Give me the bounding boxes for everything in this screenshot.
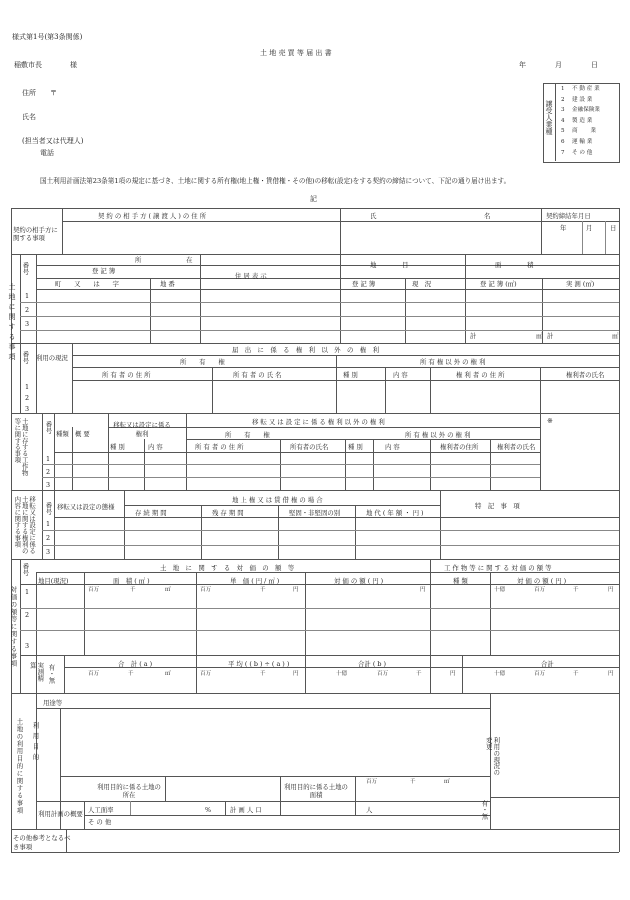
s2-tokibo2: 登 記 簿 <box>352 280 376 288</box>
s6-label: 土地の利用目的に関する事項 <box>15 718 24 815</box>
row-number: 1 <box>25 588 30 596</box>
s3-shubetsu: 種 別 <box>110 443 125 451</box>
grid-line <box>11 413 619 414</box>
s2-m2-2: ㎡ <box>612 332 619 340</box>
s5-label: 対価の額等に関する事項 <box>9 586 18 668</box>
unit-hyakuman: 百万 <box>88 587 100 593</box>
s6-umu: 有・無 <box>480 800 489 820</box>
row-number: 2 <box>25 611 30 619</box>
s6-sen: 千 <box>410 779 416 785</box>
grid-line <box>11 693 619 694</box>
s6-riyo-mokuteki: 利用目的 <box>31 722 40 764</box>
phone-label: 電話 <box>40 149 54 157</box>
s4-kenko: 堅固・非堅固の別 <box>289 509 341 517</box>
s2-bango-b: 番号 <box>21 351 30 364</box>
grid-line <box>20 330 619 331</box>
row-number: 3 <box>25 405 30 413</box>
address-label: 住所 <box>22 89 36 97</box>
business-item-number: 2 <box>561 96 565 103</box>
s3-kenrisha-shimei: 権利者の氏名 <box>497 443 536 451</box>
s5-heikin: 平 均 ( ( b ) ÷ ( a ) ) <box>228 660 290 668</box>
s3-igai: 所 有 権 以 外 の 権 利 <box>405 431 471 439</box>
s2-tokibo: 登 記 簿 <box>92 267 116 275</box>
grid-line <box>462 655 463 693</box>
s2-jukyo: 住 居 表 示 <box>235 272 267 280</box>
s6-yoto: 用途等 <box>43 699 63 707</box>
grid-line <box>11 343 619 344</box>
s2-tokibo-m2: 登 記 簿 (㎡) <box>480 280 517 288</box>
s3-shurui: 種類 <box>56 430 69 438</box>
date-year-label: 年 <box>519 61 526 69</box>
s5-bango: 番号 <box>21 563 30 576</box>
s2-chiban: 地 番 <box>160 280 175 288</box>
s4-zanzon: 残 存 期 間 <box>212 509 244 517</box>
s3-iten-igai: 移 転 又 は 設 定 に 係 る 権 利 以 外 の 権 利 <box>252 418 385 426</box>
grid-line <box>385 367 386 413</box>
unit-en: 円 <box>420 587 426 593</box>
grid-line <box>305 572 306 655</box>
s5-taika: 対 価 の 額 ( 円 ) <box>334 577 384 585</box>
unit-m2: ㎡ <box>165 587 171 593</box>
s3-label: 土地に存する工作物等に関する事項 <box>13 418 29 476</box>
s2-shoyusha-jusho: 所 有 者 の 住 所 <box>102 371 151 379</box>
grid-line <box>20 316 619 317</box>
grid-line <box>582 221 583 254</box>
grid-line <box>20 559 21 693</box>
row-number: 3 <box>25 320 30 328</box>
unit-hyakuman: 百万 <box>377 671 389 677</box>
grid-line <box>42 545 619 546</box>
s2-m2-1: ㎡ <box>536 332 543 340</box>
business-item-number: 3 <box>561 107 565 114</box>
s2-riyo: 利用の現況 <box>36 354 68 362</box>
unit-en: 円 <box>450 671 456 677</box>
s6-nin: 人 <box>366 806 373 814</box>
s3-kenrisha-jusho: 権利者の住所 <box>440 443 479 451</box>
row-number: 2 <box>25 394 30 402</box>
s2-label: 土地に関する事項 <box>8 283 16 363</box>
grid-line <box>440 490 441 559</box>
s2-kei-1: 計 <box>470 332 477 340</box>
grid-line <box>42 464 540 465</box>
s2-machi: 町 又 は 字 <box>55 280 119 288</box>
row-number: 2 <box>46 468 51 476</box>
s4-bango: 番号 <box>44 502 53 515</box>
business-item-number: 1 <box>561 86 565 92</box>
form-number: 様式第1号(第3条関係) <box>12 33 83 41</box>
s2-igai: 所 有 権 以 外 の 権 利 <box>420 358 486 366</box>
s1-address-header: 契 約 の 相 手 方 ( 譲 渡 人 ) の 住 所 <box>98 212 207 220</box>
grid-line <box>20 254 21 413</box>
grid-line <box>42 530 619 531</box>
business-item-number: 6 <box>561 139 565 145</box>
grid-line <box>540 367 541 413</box>
s3-naiyo-b: 内 容 <box>385 443 400 451</box>
s5-chimoku: 地目(現況) <box>38 577 69 585</box>
grid-line <box>280 801 281 815</box>
grid-line <box>165 776 166 801</box>
grid-line <box>430 367 431 413</box>
s5-kosakubutsu-taika: 工 作 物 等 に 関 す る 対 価 の 額 等 <box>444 564 552 572</box>
grid-line <box>430 655 431 693</box>
date-day-label: 日 <box>591 61 598 69</box>
business-item-number: 5 <box>561 128 565 135</box>
s3-shoyusha-shimei: 所有者の氏名 <box>290 443 329 451</box>
grid-line <box>36 708 490 709</box>
s1-shi: 氏 <box>370 212 377 220</box>
grid-line <box>124 490 125 559</box>
unit-juoku: 十億 <box>494 587 506 593</box>
s5-gokei-a: 合 計 ( a ) <box>118 660 153 668</box>
unit-juoku: 十億 <box>494 671 506 677</box>
s3-gaiyo: 概 要 <box>75 430 90 438</box>
ki-mark: 記 <box>310 195 317 203</box>
grid-line <box>430 559 431 655</box>
s3-naiyo: 内 容 <box>148 443 163 451</box>
grid-line <box>11 829 619 830</box>
grid-line <box>124 505 440 506</box>
unit-sen: 千 <box>128 671 134 677</box>
grid-line <box>60 776 490 777</box>
s3-kome: ※ <box>547 417 553 425</box>
unit-hyakuman: 百万 <box>534 671 546 677</box>
unit-sen: 千 <box>573 671 579 677</box>
grid-line <box>72 343 73 413</box>
business-item-label: 不 動 産 業 <box>572 86 600 92</box>
grid-line <box>36 801 490 802</box>
grid-line <box>54 517 619 518</box>
grid-line <box>490 572 491 655</box>
grid-line <box>20 630 619 631</box>
s4-chijo: 地 上 権 又 は 賃 借 権 の 場 合 <box>232 496 323 504</box>
s2-shubetsu: 種 別 <box>343 371 358 379</box>
grid-line <box>355 505 356 559</box>
business-item-label: そ の 他 <box>572 149 593 156</box>
date-month-label: 月 <box>555 61 562 69</box>
row-number: 1 <box>46 520 51 528</box>
s6-m2: ㎡ <box>444 779 450 785</box>
grid-line <box>130 801 131 815</box>
s4-chidai: 地 代 ( 年 額 ・ 円 ) <box>366 509 424 517</box>
unit-en: 円 <box>608 587 614 593</box>
grid-line <box>305 655 306 693</box>
row-number: 1 <box>25 292 30 300</box>
s4-tokki: 特 記 事 項 <box>475 502 520 510</box>
grid-line <box>340 278 619 279</box>
grid-line <box>72 427 73 490</box>
grid-line <box>336 355 337 413</box>
s6-keikaku-jinko: 計 画 人 口 <box>230 806 262 814</box>
s4-yoshiki: 移転又は設定の態様 <box>57 503 115 511</box>
s1-date-header: 契約締結年月日 <box>546 212 591 220</box>
grid-line <box>340 208 341 254</box>
grid-line <box>619 208 620 852</box>
s2-kenrisha-jusho: 権 利 者 の 住 所 <box>456 371 505 379</box>
unit-en: 円 <box>293 587 299 593</box>
grid-line <box>20 608 619 609</box>
unit-sen: 千 <box>573 587 579 593</box>
unit-hyakuman: 百万 <box>200 671 212 677</box>
grid-line <box>84 801 85 829</box>
grid-line <box>11 254 619 255</box>
grid-line <box>72 380 619 381</box>
addressee: 稲敷市長 様 <box>14 61 77 69</box>
s2-menseki: 面 積 <box>495 261 534 269</box>
s2-kenrisha-shimei: 権利者の氏名 <box>566 371 605 379</box>
s1-label: 契約の相手方に関する事項 <box>13 226 58 242</box>
business-item-label: 金融保険業 <box>572 107 600 114</box>
s5-taika2: 対 価 の 額 ( 円 ) <box>517 577 567 585</box>
s5-jissoku: 実測精算 <box>28 662 45 682</box>
agent-label: (担当者又は代理人) <box>22 137 84 145</box>
s2-chimoku: 地 目 <box>370 261 409 269</box>
s5-umu: 有・無 <box>47 664 56 684</box>
grid-line <box>186 439 540 440</box>
business-type-heading: 譲受人業種 <box>545 100 553 135</box>
unit-sen: 千 <box>416 671 422 677</box>
s3-iten-kenri: 移転又は設定に係る権利 <box>113 421 171 438</box>
grid-line <box>20 302 619 303</box>
s3-shoyuken: 所 有 権 <box>225 431 270 439</box>
grid-line <box>405 278 406 343</box>
s3-bango: 番号 <box>44 421 53 434</box>
unit-en: 円 <box>293 671 299 677</box>
s5-gokei: 合計 <box>541 660 554 668</box>
unit-hyakuman: 百万 <box>534 587 546 593</box>
grid-line <box>196 572 197 655</box>
form-title: 土 地 売 買 等 届 出 書 <box>260 49 332 57</box>
grid-line <box>355 801 356 815</box>
s1-nen: 年 <box>560 224 567 232</box>
grid-line <box>42 413 43 490</box>
s6-sonota: そ の 他 <box>88 818 112 826</box>
grid-line <box>36 289 619 290</box>
grid-line <box>541 208 542 254</box>
grid-line <box>11 559 619 560</box>
unit-hyakuman: 百万 <box>88 671 100 677</box>
business-item-label: 商 業 <box>572 128 597 135</box>
grid-line <box>11 852 619 853</box>
grid-line <box>212 367 213 413</box>
grid-line <box>196 655 197 693</box>
unit-sen: 千 <box>260 587 266 593</box>
name-label: 氏名 <box>22 113 36 121</box>
s2-bango: 番号 <box>21 262 30 275</box>
s5-tanka: 単 価 ( 円 / ㎡ ) <box>230 577 280 585</box>
grid-line <box>11 490 619 491</box>
s6-riyo-shozai: 利用目的に係る土地の所在 <box>97 783 161 800</box>
s5-tochi-taika: 土 地 に 関 す る 対 価 の 額 等 <box>160 564 295 572</box>
s2-shoyuken: 所 有 権 <box>180 358 225 366</box>
grid-line <box>72 367 619 368</box>
grid-line <box>605 221 606 254</box>
row-number: 3 <box>25 642 30 650</box>
grid-line <box>355 776 356 801</box>
grid-line <box>62 208 63 254</box>
unit-sen: 千 <box>260 671 266 677</box>
s2-naiyo: 内 容 <box>393 371 408 379</box>
row-number: 1 <box>46 455 51 463</box>
unit-sen: 千 <box>130 587 136 593</box>
s4-sonzoku: 存 続 期 間 <box>135 509 167 517</box>
s2-jissoku-m2: 実 測 (㎡) <box>566 280 595 288</box>
grid-line <box>108 427 540 428</box>
row-number: 2 <box>46 534 51 542</box>
business-item-number: 4 <box>561 117 565 124</box>
grid-line <box>278 505 279 559</box>
grid-line <box>54 452 540 453</box>
grid-line <box>225 801 226 815</box>
s2-shozai: 所 在 <box>135 256 193 264</box>
grid-line <box>54 490 55 559</box>
s6-keikaku: 利用計画の概要 <box>38 810 83 818</box>
grid-line <box>150 278 151 343</box>
postal-mark: 〒 <box>50 89 57 97</box>
unit-en: 円 <box>608 671 614 677</box>
grid-line <box>20 655 619 656</box>
business-item-label: 運 輸 業 <box>572 139 593 145</box>
s1-hi: 日 <box>610 224 617 232</box>
statement: 国土利用計画法第23条第1項の規定に基づき、土地に関する所有権(地上権・賃借権・その他)の移転(設定)をする契約の締結について、下記の通り届け出ます。 <box>40 177 511 185</box>
s6-percent: % <box>205 806 212 814</box>
s3-shubetsu-b: 種 別 <box>348 443 363 451</box>
business-item-label: 製 造 業 <box>572 117 593 124</box>
row-number: 3 <box>46 481 51 489</box>
grid-line <box>201 505 202 559</box>
s1-mei: 名 <box>484 212 491 220</box>
grid-line <box>64 655 65 693</box>
s1-tsuki: 月 <box>586 224 593 232</box>
s7-label: その他参考となるべき事項 <box>13 834 71 851</box>
grid-line <box>84 572 85 655</box>
s6-jinko-mensekiritsu: 人工面率 <box>88 806 114 814</box>
s2-genkyo: 現 況 <box>412 280 432 288</box>
s3-shoyusha-jusho: 所 有 者 の 住 所 <box>195 443 244 451</box>
grid-line <box>11 208 619 209</box>
grid-line <box>84 815 490 816</box>
s5-shurui: 種 類 <box>453 577 468 585</box>
unit-hyakuman: 百万 <box>200 587 212 593</box>
s5-gokei-b: 合計 ( b ) <box>358 660 386 668</box>
s5-menseki: 面 積 ( ㎡ ) <box>113 577 150 585</box>
s6-henko: 利用の現況の変更 <box>484 737 501 776</box>
unit-m2: ㎡ <box>165 671 171 677</box>
business-item-label: 建 設 業 <box>572 96 593 103</box>
s4-label: 移転又は設定に係る土地に関する権利の内容に関する事項 <box>13 496 37 554</box>
s2-kenri-heading: 届 出 に 係 る 権 利 以 外 の 権 利 <box>232 346 379 354</box>
grid-line <box>36 278 340 279</box>
unit-juoku: 十億 <box>336 671 348 677</box>
s2-kei-2: 計 <box>547 332 554 340</box>
grid-line <box>72 355 619 356</box>
grid-line <box>42 477 540 478</box>
s6-hyakuman: 百万 <box>366 779 378 785</box>
s6-riyo-menseki: 利用目的に係る土地の面積 <box>284 783 348 800</box>
row-number: 1 <box>25 383 30 391</box>
row-number: 2 <box>25 306 30 314</box>
grid-line <box>540 413 541 490</box>
grid-line <box>42 490 43 559</box>
s2-shoyusha-shimei: 所 有 者 の 氏 名 <box>233 371 282 379</box>
row-number: 3 <box>46 548 51 556</box>
grid-line <box>36 572 619 573</box>
grid-line <box>490 797 619 798</box>
business-item-number: 7 <box>561 149 565 156</box>
